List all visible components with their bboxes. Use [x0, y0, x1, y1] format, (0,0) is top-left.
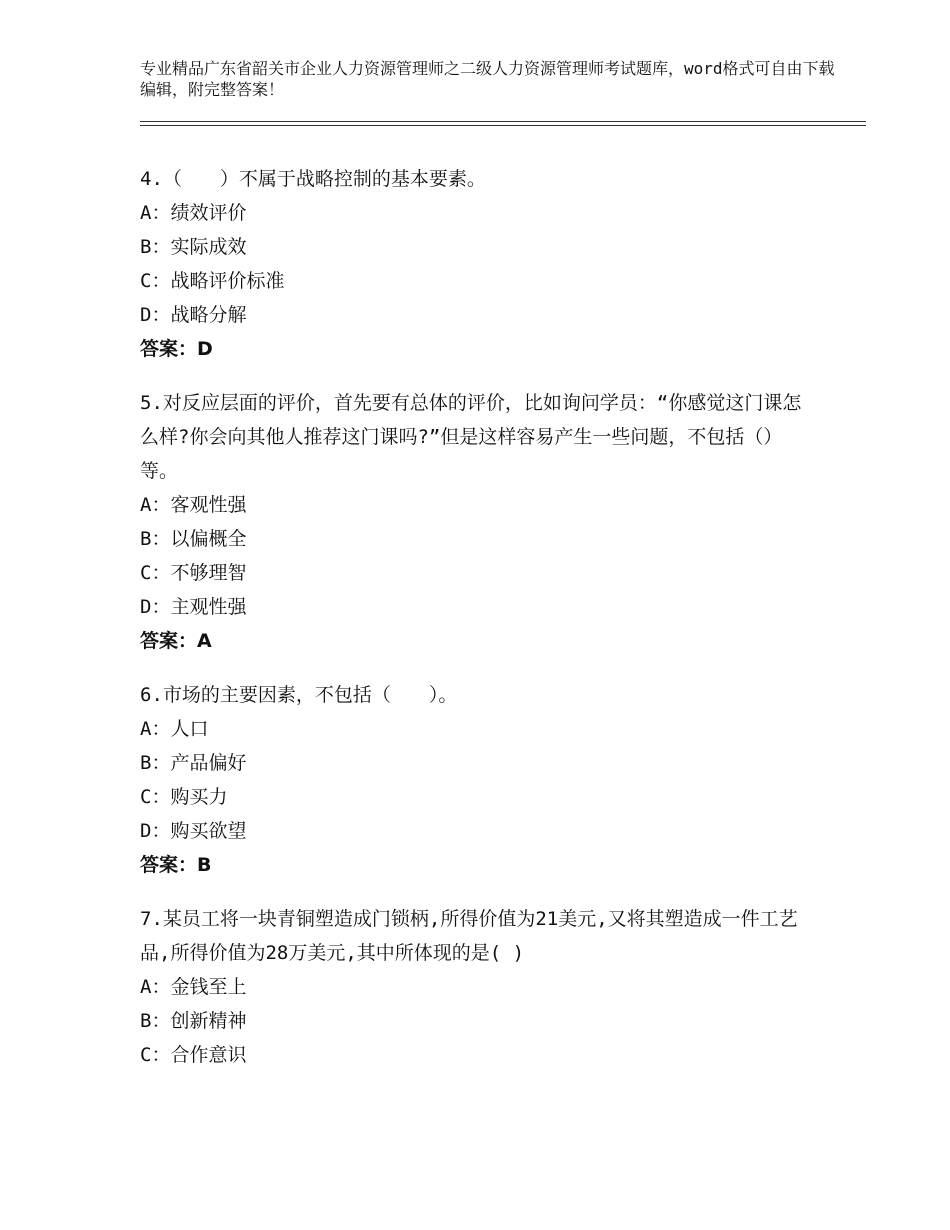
question-stem: 4.（ ）不属于战略控制的基本要素。 [140, 168, 486, 190]
question-stem: 5.对反应层面的评价，首先要有总体的评价，比如询问学员：“你感觉这门课怎么样?你会向其他人推荐这门课吗?”但是这样容易产生一些问题，不包括（）等。 [140, 392, 802, 482]
option-d: D：主观性强 [140, 596, 247, 618]
question-stem: 7.某员工将一块青铜塑造成门锁柄,所得价值为21美元,又将其塑造成一件工艺品,所得价值为28万美元,其中所体现的是( ) [140, 908, 798, 964]
option-a: A：金钱至上 [140, 976, 247, 998]
question-7 [140, 902, 810, 1072]
question-list [140, 162, 810, 1092]
question-5 [140, 386, 810, 658]
answer-label: 答案：B [140, 854, 212, 876]
answer-label: 答案：D [140, 338, 213, 360]
question-stem: 6.市场的主要因素，不包括（ ）。 [140, 684, 458, 706]
question-6 [140, 678, 810, 882]
option-a: A：客观性强 [140, 494, 247, 516]
document-header: 专业精品广东省韶关市企业人力资源管理师之二级人力资源管理师考试题库，word格式可自由下载编辑，附完整答案！ [140, 59, 835, 99]
option-c: C：合作意识 [140, 1044, 247, 1066]
option-c: C：购买力 [140, 786, 228, 808]
header-divider-top [140, 121, 866, 122]
header-divider-bottom [140, 125, 866, 126]
option-d: D：购买欲望 [140, 820, 247, 842]
option-a: A：人口 [140, 718, 209, 740]
answer-label: 答案：A [140, 630, 212, 652]
option-c: C：战略评价标准 [140, 270, 285, 292]
option-d: D：战略分解 [140, 304, 247, 326]
option-b: B：以偏概全 [140, 528, 247, 550]
question-4 [140, 162, 810, 366]
option-b: B：创新精神 [140, 1010, 247, 1032]
option-b: B：产品偏好 [140, 752, 247, 774]
option-a: A：绩效评价 [140, 202, 247, 224]
option-c: C：不够理智 [140, 562, 247, 584]
option-b: B：实际成效 [140, 236, 247, 258]
